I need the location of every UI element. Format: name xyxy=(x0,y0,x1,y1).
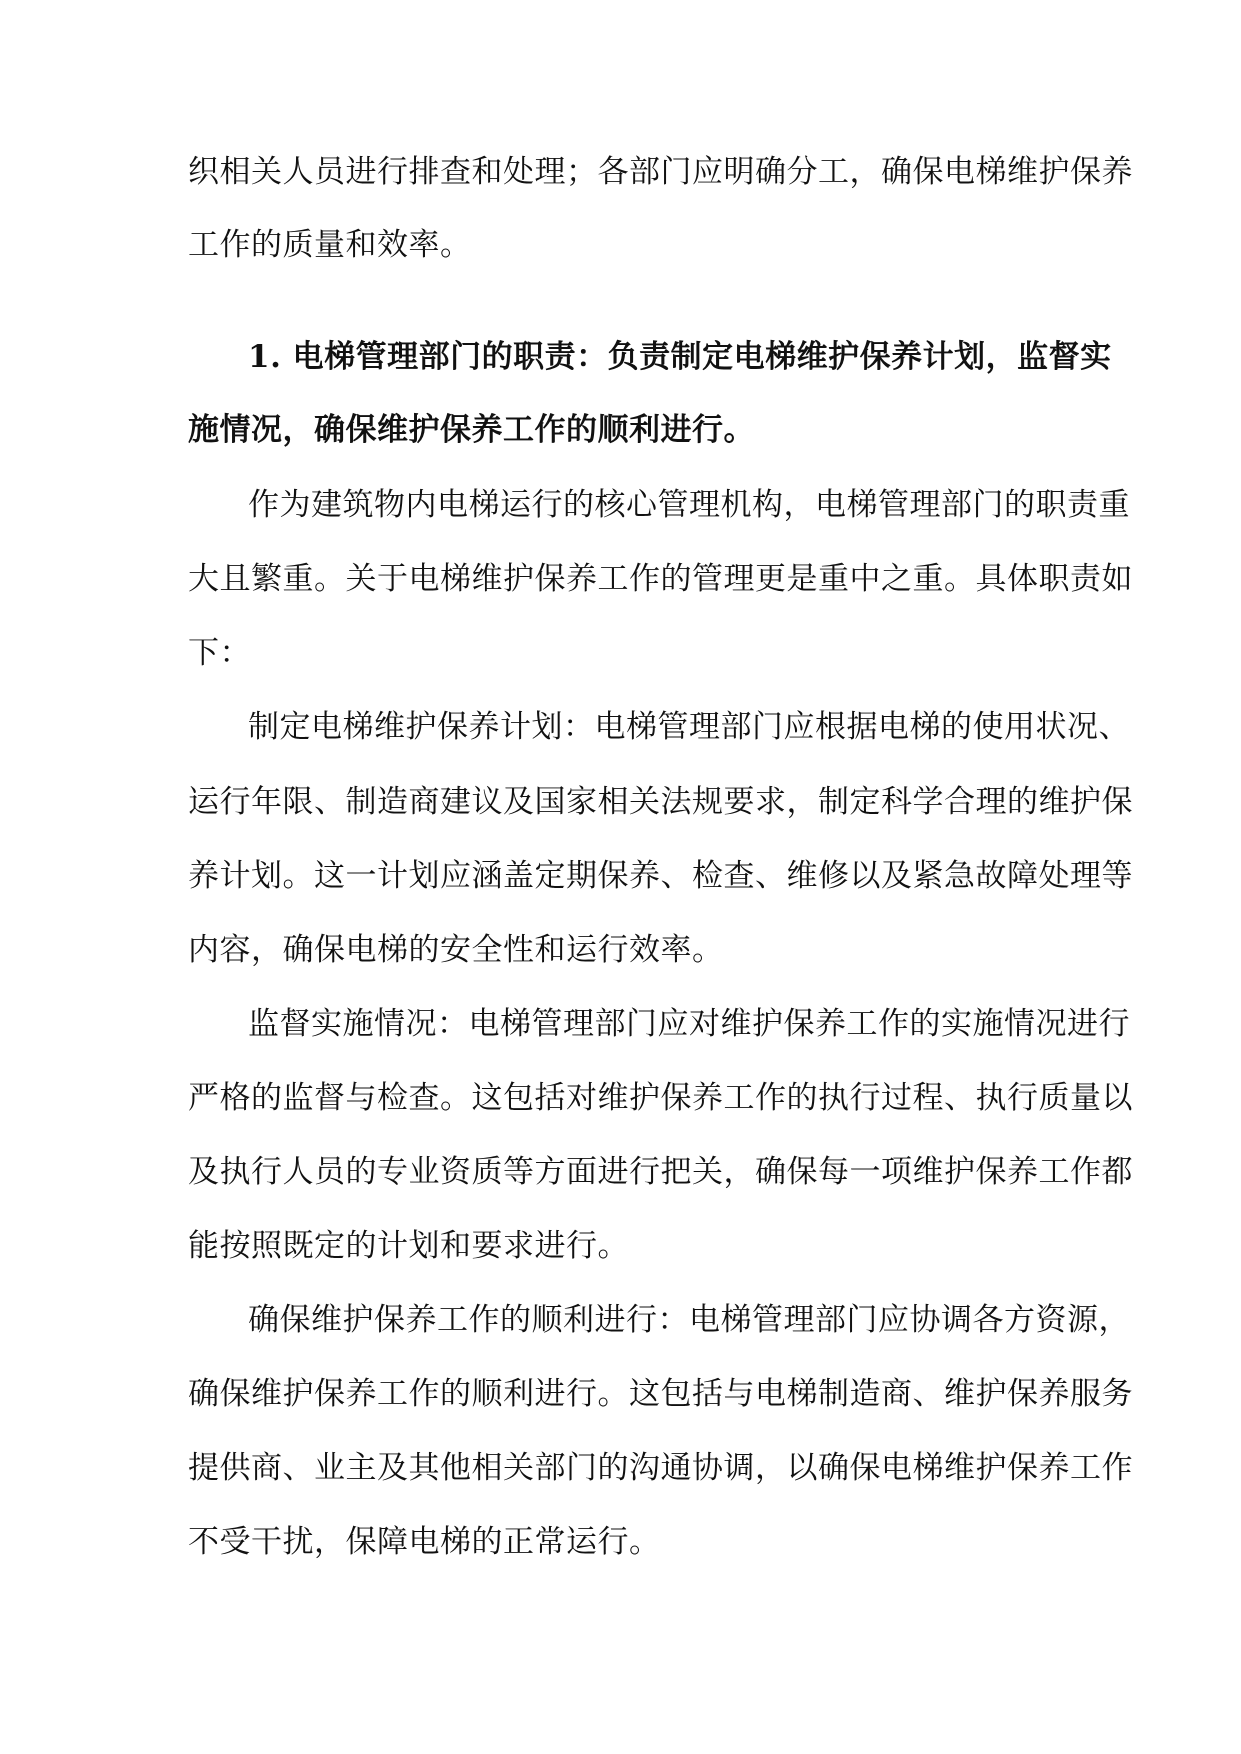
paragraph-line: 下： xyxy=(188,635,251,671)
paragraph-line: 工作的质量和效率。 xyxy=(188,227,472,263)
paragraph-line: 能按照既定的计划和要求进行。 xyxy=(188,1228,629,1264)
section-heading: 1. 电梯管理部门的职责：负责制定电梯维护保养计划，监督实 xyxy=(248,339,1112,375)
paragraph-line: 运行年限、制造商建议及国家相关法规要求，制定科学合理的维护保 xyxy=(188,784,1133,820)
section-heading: 施情况，确保维护保养工作的顺利进行。 xyxy=(188,412,755,448)
paragraph-line: 监督实施情况：电梯管理部门应对维护保养工作的实施情况进行 xyxy=(248,1006,1130,1042)
paragraph-line: 严格的监督与检查。这包括对维护保养工作的执行过程、执行质量以 xyxy=(188,1080,1133,1116)
paragraph-line: 及执行人员的专业资质等方面进行把关，确保每一项维护保养工作都 xyxy=(188,1154,1133,1190)
paragraph-line: 制定电梯维护保养计划：电梯管理部门应根据电梯的使用状况、 xyxy=(248,709,1130,745)
paragraph-line: 确保维护保养工作的顺利进行。这包括与电梯制造商、维护保养服务 xyxy=(188,1376,1133,1412)
paragraph-line: 确保维护保养工作的顺利进行：电梯管理部门应协调各方资源， xyxy=(248,1302,1130,1338)
paragraph-line: 不受干扰，保障电梯的正常运行。 xyxy=(188,1524,661,1560)
paragraph-line: 织相关人员进行排查和处理；各部门应明确分工，确保电梯维护保养 xyxy=(188,154,1133,190)
paragraph-line: 内容，确保电梯的安全性和运行效率。 xyxy=(188,932,724,968)
paragraph-line: 大且繁重。关于电梯维护保养工作的管理更是重中之重。具体职责如 xyxy=(188,561,1133,597)
paragraph-line: 提供商、业主及其他相关部门的沟通协调，以确保电梯维护保养工作 xyxy=(188,1450,1133,1486)
paragraph-line: 作为建筑物内电梯运行的核心管理机构，电梯管理部门的职责重 xyxy=(248,487,1130,523)
paragraph-line: 养计划。这一计划应涵盖定期保养、检查、维修以及紧急故障处理等 xyxy=(188,858,1133,894)
